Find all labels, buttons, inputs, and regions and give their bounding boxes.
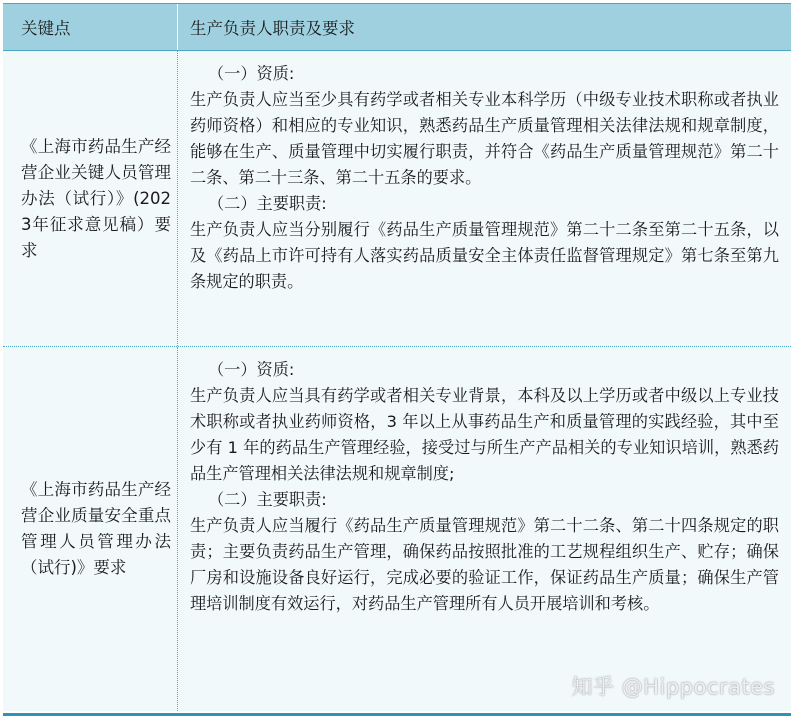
- regulation-title: 《上海市药品生产经营企业质量安全重点管理人员管理办法（试行)》要求: [21, 480, 171, 577]
- duties-heading: （二）主要职责:: [208, 490, 327, 509]
- row-content-cell: [178, 347, 791, 711]
- table-header-row: [3, 4, 791, 51]
- duties-text: 生产负责人应当履行《药品生产质量管理规范》第二十二条、第二十四条规定的职责；主要负责药品生产管理，确保药品按照批准的工艺规程组织生产、贮存；确保厂房和设施设备良好运行，完成必要的验证工作，保证药品生产质量；确保生产管理培训制度有效运行，对药品生产管理所有人员开展培训和考核。: [190, 516, 779, 613]
- duties-text: 生产负责人应当分别履行《药品生产质量管理规范》第二十二条至第二十五条，以及《药品上市许可持有人落实药品质量安全主体责任监督管理规定》第七条至第九条规定的职责。: [190, 220, 779, 291]
- table-row: [3, 51, 791, 347]
- row-content-cell: [178, 51, 791, 346]
- header-responsibilities: 生产负责人职责及要求: [190, 19, 355, 38]
- qualification-heading: （一）资质:: [208, 360, 295, 379]
- regulation-title: 《上海市药品生产经营企业关键人员管理办法（试行）》(2023年征求意见稿）要求: [21, 136, 171, 260]
- row-key-point-cell: [3, 347, 178, 711]
- qualification-heading: （一）资质:: [208, 64, 295, 83]
- qualification-text: 生产负责人应当至少具有药学或者相关专业本科学历（中级专业技术职称或者执业药师资格）和相应的专业知识，熟悉药品生产质量管理相关法律法规和规章制度，能够在生产、质量管理中切实履行职责，并符合《药品生产质量管理规范》第二十二条、第二十三条、第二十五条的要求。: [190, 90, 779, 187]
- header-key-point: 关键点: [3, 4, 178, 50]
- qualification-text: 生产负责人应当具有药学或者相关专业背景，本科及以上学历或者中级以上专业技术职称或者执业药师资格，3 年以上从事药品生产和质量管理的实践经验，其中至少有 1 年的药品生产管理经验，接受过与所生产产品相关的专业知识培训，熟悉药品生产管理相关法律法规和规章制度;: [190, 386, 779, 483]
- requirements-table: [3, 3, 791, 716]
- row-key-point-cell: [3, 51, 178, 346]
- table-row: [3, 347, 791, 711]
- zhihu-watermark: 知乎 @Hippocrates: [571, 675, 775, 699]
- duties-heading: （二）主要职责:: [208, 194, 327, 213]
